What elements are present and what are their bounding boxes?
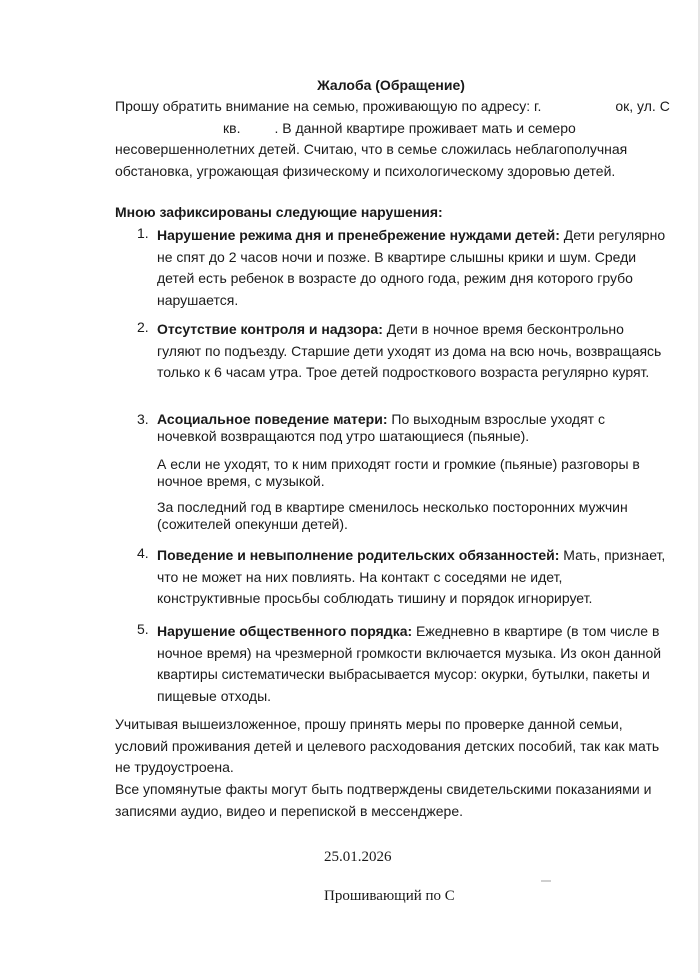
item-subparagraph-2: За последний год в квартире сменилось несколько посторонних мужчин (сожителей опекунши детей).	[157, 499, 628, 532]
item-heading: Нарушение общественного порядка:	[157, 623, 413, 639]
scan-artifact	[541, 880, 551, 882]
intro-part-4: кв.	[223, 119, 241, 136]
item-number: 5.	[137, 621, 149, 637]
signer-line: Прошивающий по С	[324, 888, 455, 904]
item-text: По выходным взрослые уходят с ночевкой возвращаются под утро шатающиеся (пьяные).	[157, 411, 605, 444]
item-heading: Отсутствие контроля и надзора:	[157, 321, 383, 337]
item-number: 3.	[137, 411, 149, 427]
intro-part-2: ок, ул.	[615, 98, 656, 114]
intro-part-5: . В данной квартире проживает мать и семеро несовершеннолетних детей. Считаю, что в семье сложилась неблагополучная обстановка, угрожающая физическому и психологическому здоровью детей.	[115, 119, 628, 179]
violations-heading: Мною зафиксированы следующие нарушения:	[115, 204, 443, 220]
item-number: 2.	[137, 319, 149, 335]
item-heading: Асоциальное поведение матери:	[157, 411, 388, 427]
item-text: Дети в ночное время бесконтрольно гуляют по подъезду. Старшие дети уходят из дома на всю ночь, возвращаясь только к 6 часам утра. Трое детей подросткового возраста регулярно курят.	[157, 321, 662, 380]
document-title: Жалоба (Обращение)	[317, 77, 465, 93]
item-heading: Поведение и невыполнение родительских обязанностей:	[157, 547, 560, 563]
intro-part-1: Прошу обратить внимание на семью, проживающую по адресу: г.	[115, 98, 542, 114]
item-body	[157, 545, 667, 610]
item-body	[157, 621, 667, 707]
item-body	[157, 225, 667, 311]
document-date: 25.01.2026	[324, 849, 392, 865]
item-body	[157, 319, 667, 384]
intro-paragraph	[115, 96, 675, 182]
item-heading: Нарушение режима дня и пренебрежение нуждами детей:	[157, 227, 560, 243]
item-subparagraph-1: А если не уходят, то к ним приходят гости и громкие (пьяные) разговоры в ночное время, с музыкой.	[157, 456, 640, 489]
item-text: Мать, признает, что не может на них повлиять. На контакт с соседями не идет, конструктивные просьбы соблюдать тишину и порядок игнорирует.	[157, 547, 666, 606]
item-number: 1.	[137, 225, 149, 241]
item-text: Дети регулярно не спят до 2 часов ночи и позже. В квартире слышны крики и шум. Среди детей есть ребенок в возрасте до одного года, режим дня которого грубо нарушается.	[157, 227, 666, 308]
item-text: Ежедневно в квартире (в том числе в ночное время) на чрезмерной громкости включается музыка. Из окон данной квартиры систематически выбрасывается мусор: окурки, бутылки, пакеты и пищевые отходы.	[157, 623, 662, 704]
intro-part-3: С	[659, 98, 670, 114]
item-number: 4.	[137, 545, 149, 561]
item-body	[157, 411, 667, 445]
evidence-paragraph: Все упомянутые факты могут быть подтверждены свидетельскими показаниями и записями аудио, видео и перепиской в мессенджере.	[115, 781, 652, 819]
conclusion-paragraph: Учитывая вышеизложенное, прошу принять меры по проверке данной семьи, условий проживания детей и целевого расходования детских пособий, так как мать не трудоустроена.	[115, 716, 660, 775]
